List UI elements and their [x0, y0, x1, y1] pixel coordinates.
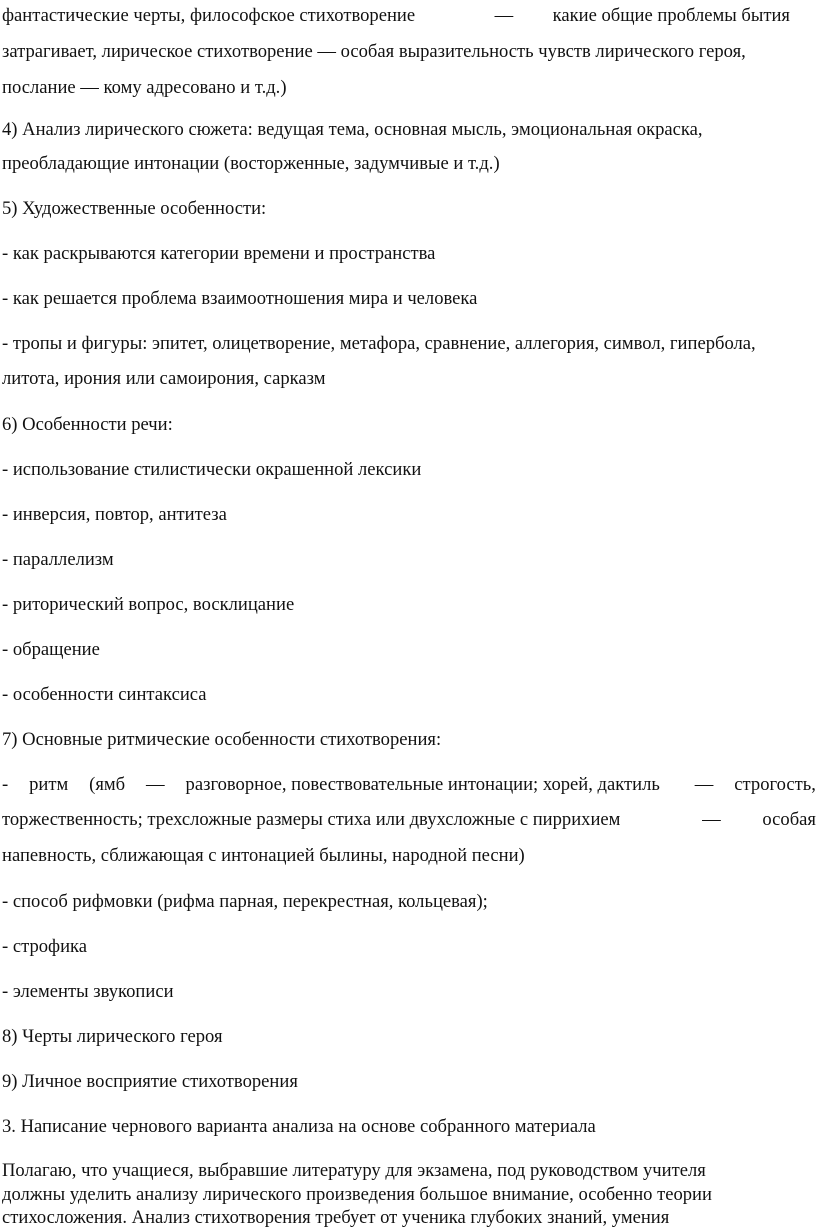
list-item: - обращение [2, 639, 100, 660]
paragraph-line: стихосложения. Анализ стихотворения требует от ученика глубоких знаний, умения [2, 1207, 670, 1228]
text-fragment: ритм [29, 774, 69, 795]
text-fragment: разговорное, повествовательные интонации; хорей, дактиль [185, 774, 660, 795]
paragraph-line: послание — кому адресовано и т.д.) [2, 77, 287, 98]
list-item: - параллелизм [2, 549, 114, 570]
text-fragment: торжественность; трехсложные размеры стиха или двухсложные с пиррихием [2, 809, 621, 830]
list-item [2, 773, 816, 797]
paragraph-line: затрагивает, лирическое стихотворение — особая выразительность чувств лирического героя, [2, 41, 746, 62]
list-item-continuation: литота, ирония или самоирония, сарказм [2, 368, 326, 389]
paragraph-line: Полагаю, что учащиеся, выбравшие литературу для экзамена, под руководством учителя [2, 1160, 706, 1181]
list-item: - использование стилистически окрашенной лексики [2, 459, 422, 480]
list-item-continuation: напевность, сближающая с интонацией былины, народной песни) [2, 845, 525, 866]
paragraph-line: 4) Анализ лирического сюжета: ведущая тема, основная мысль, эмоциональная окраска, [2, 119, 703, 140]
text-fragment: особая [762, 809, 816, 830]
section-heading: 6) Особенности речи: [2, 414, 173, 435]
list-item: - риторический вопрос, восклицание [2, 594, 295, 615]
list-item: - как раскрываются категории времени и пространства [2, 243, 436, 264]
section-heading: 5) Художественные особенности: [2, 198, 267, 219]
text-fragment: — [146, 774, 165, 795]
text-fragment: (ямб [89, 774, 126, 795]
list-item: - инверсия, повтор, антитеза [2, 504, 227, 525]
text-fragment: фантастические черты, философское стихотворение [2, 5, 416, 26]
text-fragment: — [494, 5, 514, 26]
list-item: - особенности синтаксиса [2, 684, 207, 705]
list-item: - строфика [2, 936, 88, 957]
section-heading: 3. Написание чернового варианта анализа на основе собранного материала [2, 1116, 596, 1137]
section-heading: 8) Черты лирического героя [2, 1026, 223, 1047]
list-item-continuation [2, 808, 816, 832]
list-item: - элементы звукописи [2, 981, 174, 1002]
paragraph-line: должны уделить анализу лирического произведения большое внимание, особенно теории [2, 1184, 712, 1205]
list-item: - как решается проблема взаимоотношения мира и человека [2, 288, 478, 309]
text-fragment: — [694, 774, 714, 795]
text-fragment: - [2, 774, 9, 795]
paragraph-line: преобладающие интонации (восторженные, задумчивые и т.д.) [2, 153, 500, 174]
list-item: - тропы и фигуры: эпитет, олицетворение, метафора, сравнение, аллегория, символ, гипербола, [2, 333, 756, 354]
text-fragment: — [702, 809, 721, 830]
paragraph-line [2, 4, 816, 28]
section-heading: 9) Личное восприятие стихотворения [2, 1071, 298, 1092]
list-item: - способ рифмовки (рифма парная, перекрестная, кольцевая); [2, 891, 488, 912]
text-fragment: строгость, [734, 774, 816, 795]
section-heading: 7) Основные ритмические особенности стихотворения: [2, 729, 442, 750]
text-fragment: какие общие проблемы бытия [552, 5, 790, 26]
